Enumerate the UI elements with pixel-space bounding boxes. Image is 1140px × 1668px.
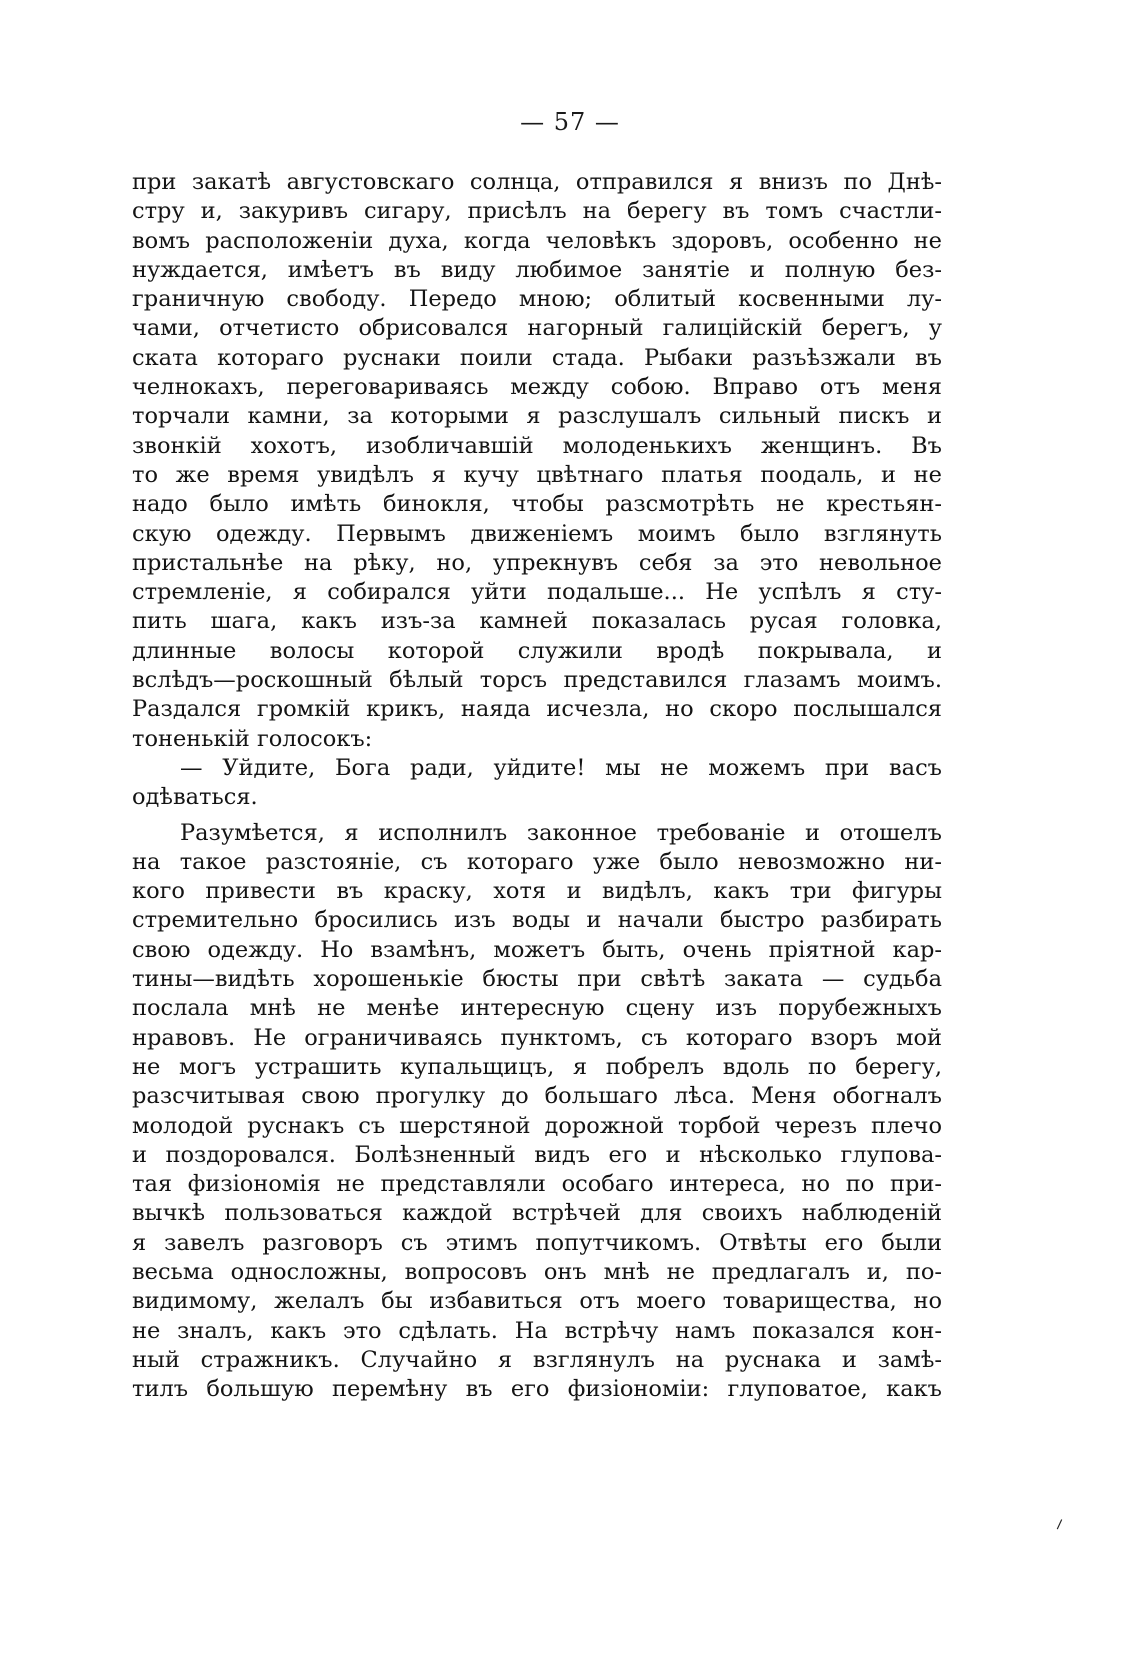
body-text [132,168,942,1404]
text-line: длинные волосы которой служили вродѣ покрывала, и [132,637,942,664]
text-line: и поздоровался. Болѣзненный видъ его и нѣсколько глупова- [132,1141,942,1168]
text-line: видимому, желалъ бы избавиться отъ моего товарищества, но [132,1288,942,1315]
text-line: одѣваться. [132,784,258,811]
text-line: пить шага, какъ изъ-за камней показалась русая головка, [132,608,942,635]
text-line: граничную свободу. Передо мною; облитый косвенными лу- [132,286,942,313]
text-line: кого привести въ краску, хотя и видѣлъ, какъ три фигуры [132,878,942,905]
text-line: тилъ большую перемѣну въ его физiономiи: глуповатое, какъ [132,1376,942,1403]
text-line: стремленiе, я собирался уйти подальше... Не успѣлъ я сту- [132,579,942,606]
text-line: надо было имѣть бинокля, чтобы разсмотрѣть не крестьян- [132,491,942,518]
text-line: вомъ расположенiи духа, когда человѣкъ здоровъ, особенно не [132,227,942,254]
text-line: весьма односложны, вопросовъ онъ мнѣ не предлагалъ и, по- [132,1258,942,1285]
text-line: торчали камни, за которыми я разслушалъ сильный пискъ и [132,403,942,430]
text-line: я завелъ разговоръ съ этимъ попутчикомъ. Отвѣты его были [132,1229,942,1256]
text-line: молодой руснакъ съ шерстяной дорожной торбой черезъ плечо [132,1112,942,1139]
text-line: тины—видѣть хорошенькiе бюсты при свѣтѣ заката — судьба [132,966,942,993]
text-line: скую одежду. Первымъ движенiемъ моимъ было взглянуть [132,520,942,547]
text-line: стремительно бросились изъ воды и начали быстро разбирать [132,907,942,934]
text-line: свою одежду. Но взамѣнъ, можетъ быть, очень прiятной кар- [132,936,942,963]
text-line: вычкѣ пользоваться каждой встрѣчей для своихъ наблюденiй [132,1200,942,1227]
pen-mark: ⸝ [1048,1506,1068,1535]
text-line: тоненькiй голосокъ: [132,725,373,752]
text-line: не зналъ, какъ это сдѣлать. На встрѣчу намъ показался кон- [132,1317,942,1344]
page-number: — 57 — [520,108,620,136]
text-line: на такое разстоянiе, съ котораго уже было невозможно ни- [132,848,942,875]
text-line: нуждается, имѣетъ въ виду любимое занятіе и полную без- [132,256,942,283]
text-line: чами, отчетисто обрисовался нагорный галицiйскiй берегъ, у [132,315,942,342]
text-line: челнокахъ, переговариваясь между собою. Вправо отъ меня [132,374,942,401]
text-line: Раздался громкiй крикъ, наяда исчезла, но скоро послышался [132,696,942,723]
text-line: то же время увидѣлъ я кучу цвѣтнаго платья поодаль, и не [132,461,942,488]
dialogue-line: — Уйдите, Бога ради, уйдите! мы не можемъ при васъ [180,754,942,781]
paragraph-start-line: Разумѣется, я исполнилъ законное требованiе и отошелъ [180,819,942,846]
text-line: разсчитывая свою прогулку до большаго лѣса. Меня обогналъ [132,1083,942,1110]
text-line: не могъ устрашить купальщицъ, я побрелъ вдоль по берегу, [132,1053,942,1080]
text-line: стру и, закуривъ сигару, присѣлъ на берегу въ томъ счастли- [132,198,942,225]
text-line: пристальнѣе на рѣку, но, упрекнувъ себя за это невольное [132,549,942,576]
text-line: звонкiй хохотъ, изобличавшiй молоденькихъ женщинъ. Въ [132,432,942,459]
text-line: ный стражникъ. Случайно я взглянулъ на руснака и замѣ- [132,1346,942,1373]
text-line: при закатѣ августовскаго солнца, отправился я внизъ по Днѣ- [132,169,942,195]
text-line: послала мнѣ не менѣе интересную сцену изъ порубежныхъ [132,995,942,1022]
text-line: вслѣдъ—роскошный бѣлый торсъ представился глазамъ моимъ. [132,667,942,694]
text-line: ската котораго руснаки поили стада. Рыбаки разъѣзжали въ [132,344,942,371]
text-line: тая физiономiя не представляли особаго интереса, но по при- [132,1171,942,1198]
text-line: нравовъ. Не ограничиваясь пунктомъ, съ котораго взоръ мой [132,1024,942,1051]
